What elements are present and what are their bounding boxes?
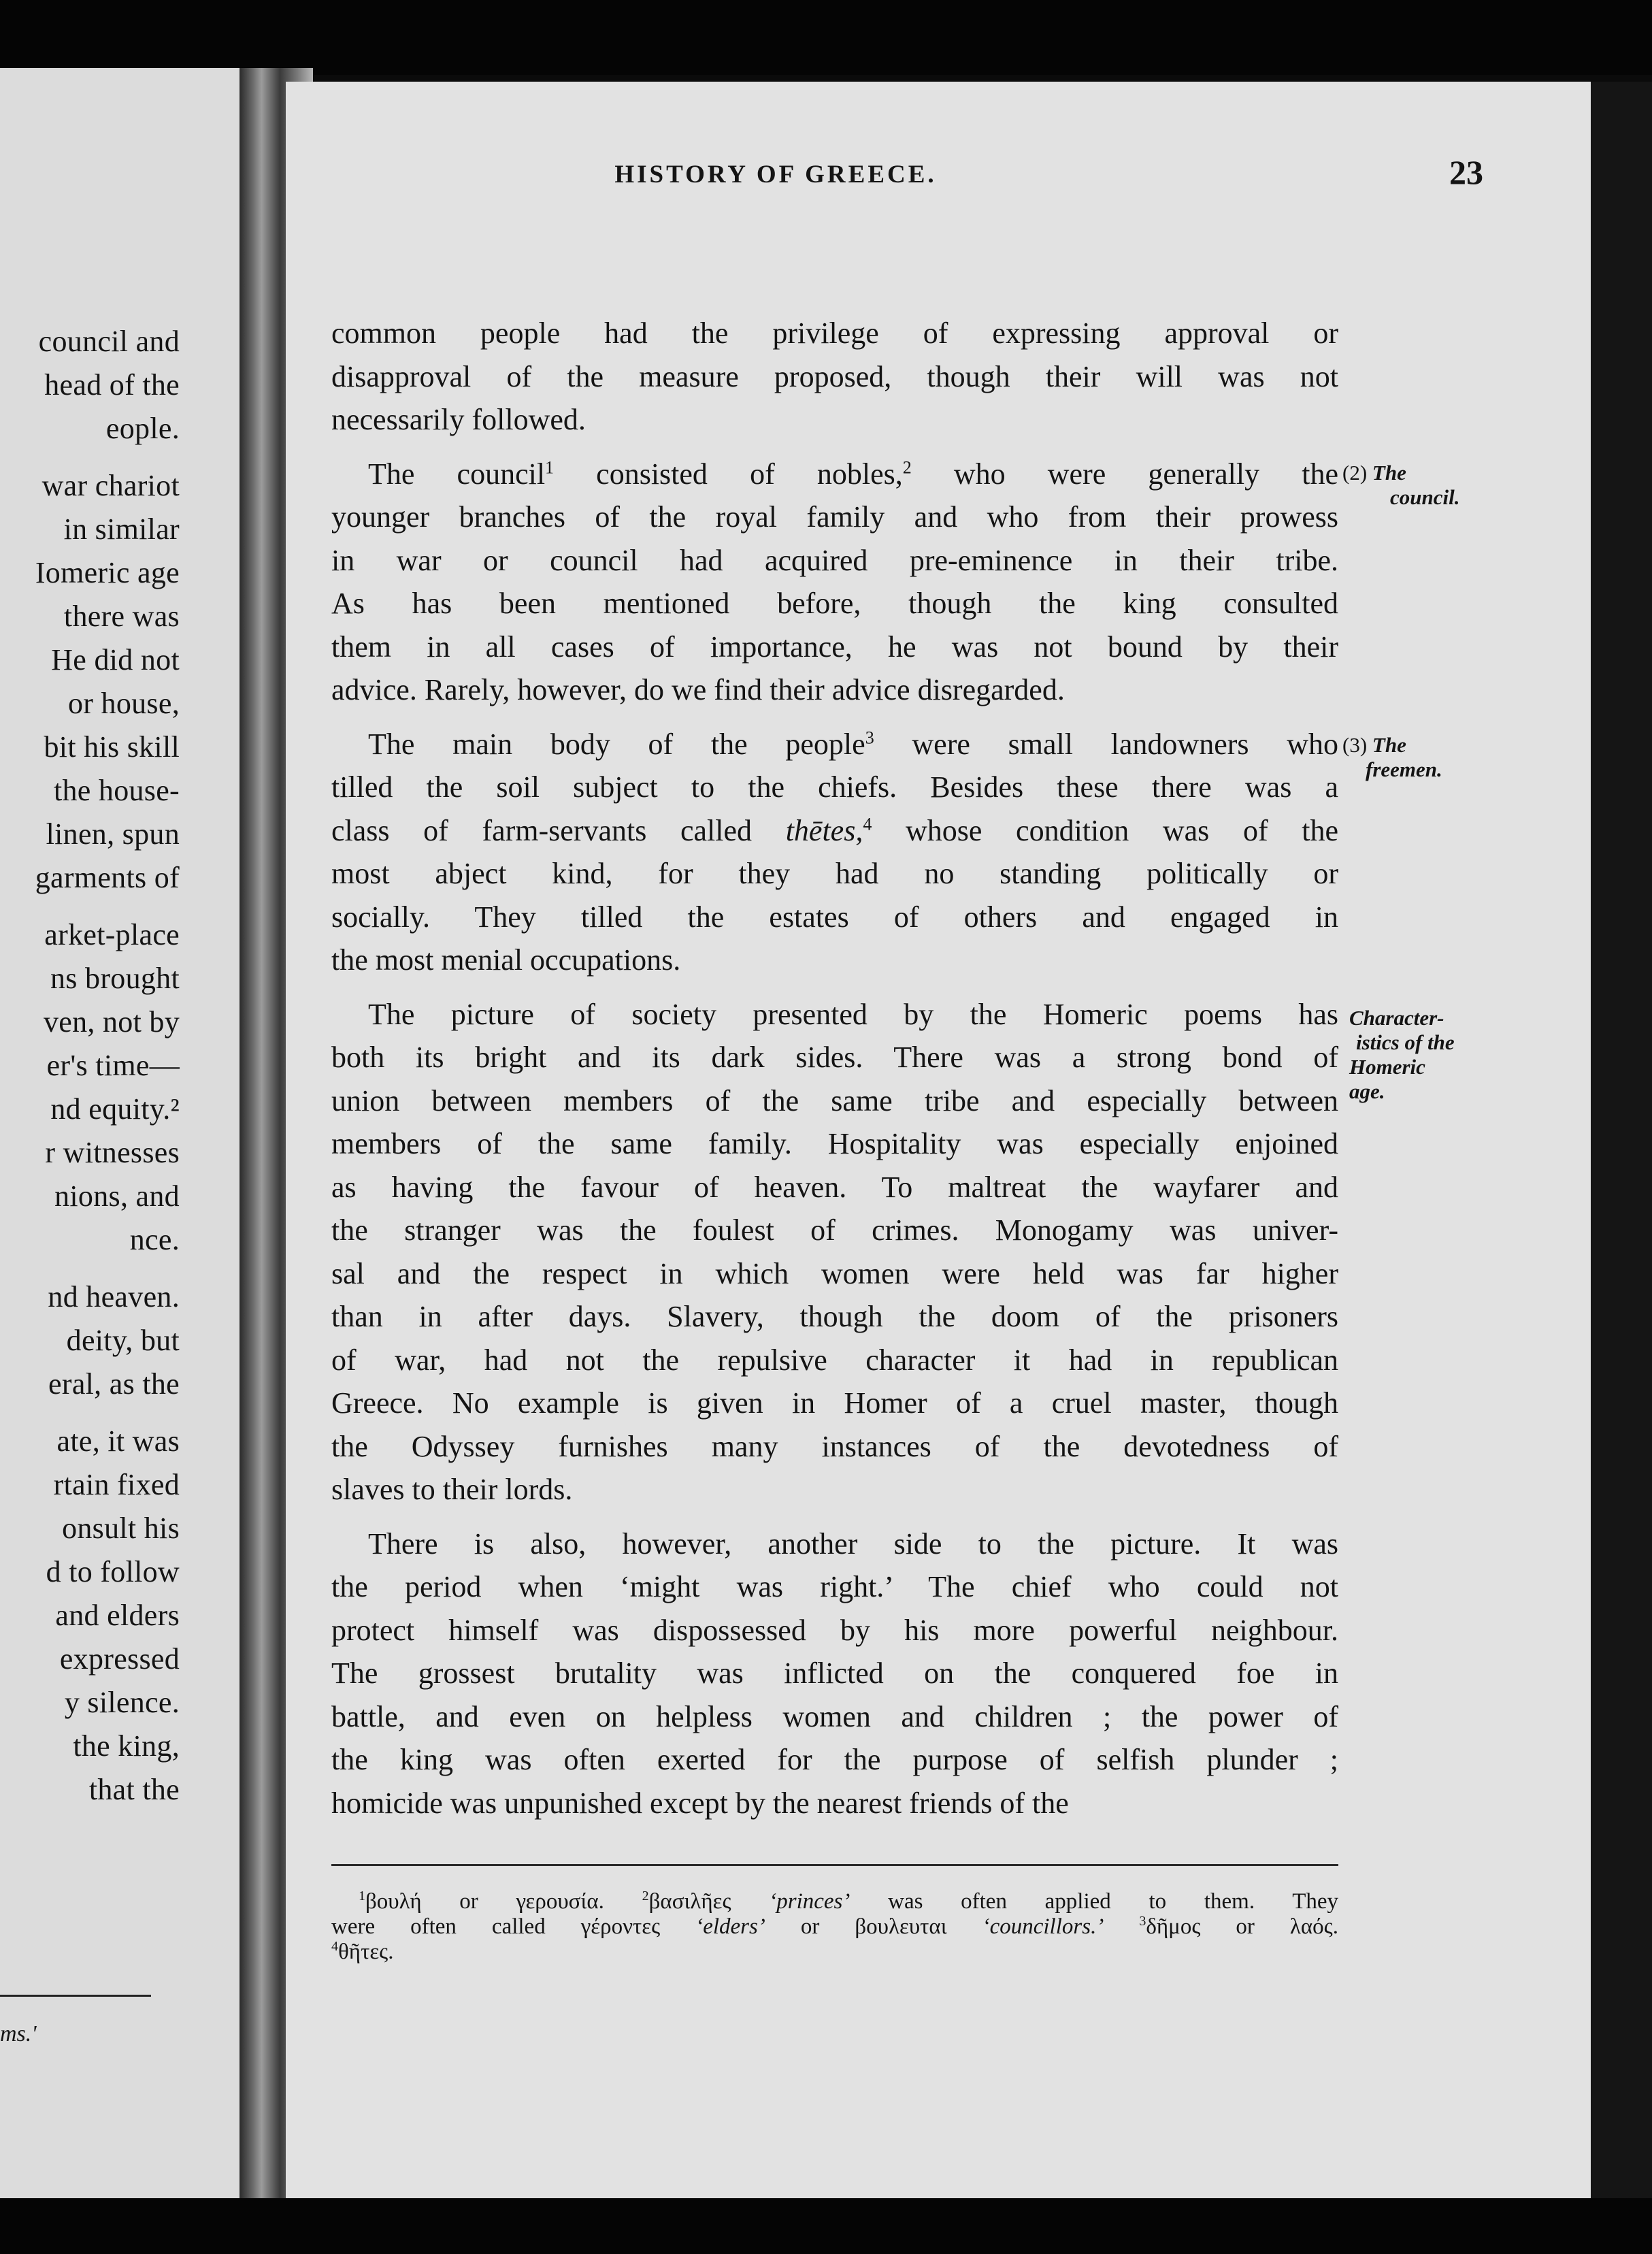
footnotes [331, 1889, 1338, 1965]
footnote-rule [331, 1864, 1338, 1866]
footnote-line: were often called γέροντες ‘elders’ or βουλευται ‘councillors.’ $^3$δῆμος or λαός. [331, 1914, 1338, 1939]
previous-page-line: the king, [73, 1729, 180, 1763]
previous-page-line: He did not [51, 643, 180, 676]
margin-note-freemen: (3) The freemen. [1342, 733, 1442, 781]
previous-page-line: bit his skill [44, 730, 180, 764]
previous-page-line: nions, and [54, 1179, 180, 1213]
text-line: members of the same family. Hospitality was especially enjoined [331, 1127, 1338, 1160]
previous-page-line: there was [63, 600, 180, 633]
text-line: socially. They tilled the estates of others and engaged in [331, 900, 1338, 934]
scan-border-bottom [0, 2198, 1652, 2254]
text-line: the stranger was the foulest of crimes. Monogamy was univer- [331, 1213, 1338, 1247]
previous-page-line [8, 451, 239, 464]
previous-page-line: d to follow [46, 1555, 180, 1588]
text-line: the king was often exerted for the purpose of selfish plunder ; [331, 1743, 1338, 1776]
text-line: in war or council had acquired pre-eminence in their tribe. [331, 543, 1338, 577]
text-line: advice. Rarely, however, do we find their advice disregarded. [331, 673, 1065, 706]
previous-page-line: nd equity.² [50, 1092, 180, 1126]
paragraph-characteristics [331, 993, 1338, 1512]
previous-page-line [8, 900, 239, 913]
term-thetes: thētes, [785, 813, 863, 847]
footnote-ref: 3 [865, 727, 874, 747]
paragraph-1 [331, 312, 1338, 442]
text-line: class of farm-servants called thētes,$^4$ whose condition was of the [331, 813, 1338, 847]
text-line: As has been mentioned before, though the king consulted [331, 587, 1338, 620]
previous-page-line: r witnesses [45, 1136, 180, 1169]
previous-page-line: nd heaven. [48, 1280, 180, 1313]
text-line: The grossest brutality was inflicted on the conquered foe in [331, 1656, 1338, 1690]
previous-page-line: or house, [67, 687, 180, 720]
text-line: the period when ‘might was right.’ The chief who could not [331, 1570, 1338, 1603]
text-line: protect himself was dispossessed by his more powerful neighbour. [331, 1613, 1338, 1647]
previous-page-line: deity, but [66, 1324, 180, 1357]
text-line: of war, had not the repulsive character it had in republican [331, 1343, 1338, 1377]
page-number: 23 [1449, 153, 1483, 191]
text-line: common people had the privilege of expressing approval or [331, 316, 1338, 350]
text-line: The picture of society presented by the Homeric poems has [368, 997, 1338, 1031]
paragraph-freemen [331, 723, 1338, 982]
previous-page-line: expressed [59, 1642, 180, 1676]
previous-page-line: the house- [53, 774, 180, 807]
previous-page-line: er's time— [46, 1049, 180, 1082]
text-line: sal and the respect in which women were held was far higher [331, 1256, 1338, 1290]
page-edge-shadow [1591, 82, 1652, 2198]
previous-page-line: y silence. [64, 1686, 180, 1719]
previous-page-line: eral, as the [48, 1367, 180, 1401]
previous-page-line: head of the [44, 368, 180, 402]
previous-page-line: ate, it was [56, 1424, 180, 1458]
previous-page-line [8, 1406, 239, 1420]
text-line: younger branches of the royal family and who from their prowess [331, 500, 1338, 534]
text-line: as having the favour of heaven. To maltreat the wayfarer and [331, 1170, 1338, 1204]
previous-page-line: that the [88, 1773, 180, 1806]
text-line: necessarily followed. [331, 403, 586, 436]
paragraph-council [331, 453, 1338, 712]
text-line: them in all cases of importance, he was not bound by their [331, 630, 1338, 664]
previous-page-line: and elders [55, 1599, 180, 1632]
text-line: Greece. No example is given in Homer of a cruel master, though [331, 1386, 1338, 1420]
previous-page-line: linen, spun [46, 817, 180, 851]
footnote-line: $^1$βουλή or γερουσία. $^2$βασιλῆες ‘princes’ was often applied to them. They [359, 1889, 1339, 1914]
text-line: than in after days. Slavery, though the doom of the prisoners [331, 1300, 1338, 1333]
previous-page-line: in similar [63, 512, 180, 546]
running-head: HISTORY OF GREECE. [614, 161, 937, 189]
footnote-line: $^4$θῆτες. [331, 1939, 394, 1964]
text-line: slaves to their lords. [331, 1473, 573, 1506]
previous-page-line: Iomeric age [35, 556, 180, 589]
text-line: The council$^1$ consisted of nobles,$^2$ who were generally the [368, 457, 1338, 491]
previous-page-line: council and [38, 325, 180, 358]
text-line: tilled the soil subject to the chiefs. Besides these there was a [331, 770, 1338, 804]
previous-page-line [8, 1262, 239, 1275]
previous-page-footnote-fragment: ms.' [0, 2021, 37, 2046]
previous-page-line: arket-place [44, 918, 180, 951]
margin-note-council: (2) The council. [1342, 461, 1460, 509]
scan-border-top [0, 0, 1652, 75]
text-line: homicide was unpunished except by the nearest friends of the [331, 1786, 1069, 1820]
body-text [331, 312, 1338, 1835]
text-line: the most menial occupations. [331, 943, 681, 977]
previous-page-line: rtain fixed [53, 1468, 180, 1501]
paragraph-dark-side [331, 1522, 1338, 1825]
previous-page-line: eople. [105, 412, 180, 445]
text-line: the Odyssey furnishes many instances of the devotedness of [331, 1429, 1338, 1463]
text-line: union between members of the same tribe and especially between [331, 1083, 1338, 1117]
previous-page-line: ns brought [50, 962, 180, 995]
text-line: most abject kind, for they had no standing politically or [331, 857, 1338, 890]
text-line: There is also, however, another side to the picture. It was [368, 1526, 1338, 1561]
footnote-ref: 2 [902, 457, 912, 477]
previous-page-line: nce. [129, 1223, 180, 1256]
previous-page-fragment [0, 68, 239, 2198]
text-line: disapproval of the measure proposed, though their will was not [331, 359, 1338, 393]
previous-page-footnote-rule [0, 1995, 151, 1997]
previous-page-text [8, 320, 239, 1812]
previous-page-line: onsult his [62, 1512, 180, 1545]
text-line: The main body of the people$^3$ were small landowners who [368, 727, 1338, 761]
footnote-ref: 4 [863, 813, 872, 834]
margin-note-characteristics: Character- istics of the Homeric age. [1349, 1006, 1455, 1103]
footnote-ref: 1 [545, 457, 555, 477]
previous-page-line: war chariot [42, 469, 180, 502]
text-line: battle, and even on helpless women and children ; the power of [331, 1699, 1338, 1733]
previous-page-line: ven, not by [43, 1005, 180, 1039]
previous-page-line: garments of [35, 861, 180, 894]
text-line: both its bright and its dark sides. There was a strong bond of [331, 1041, 1338, 1074]
